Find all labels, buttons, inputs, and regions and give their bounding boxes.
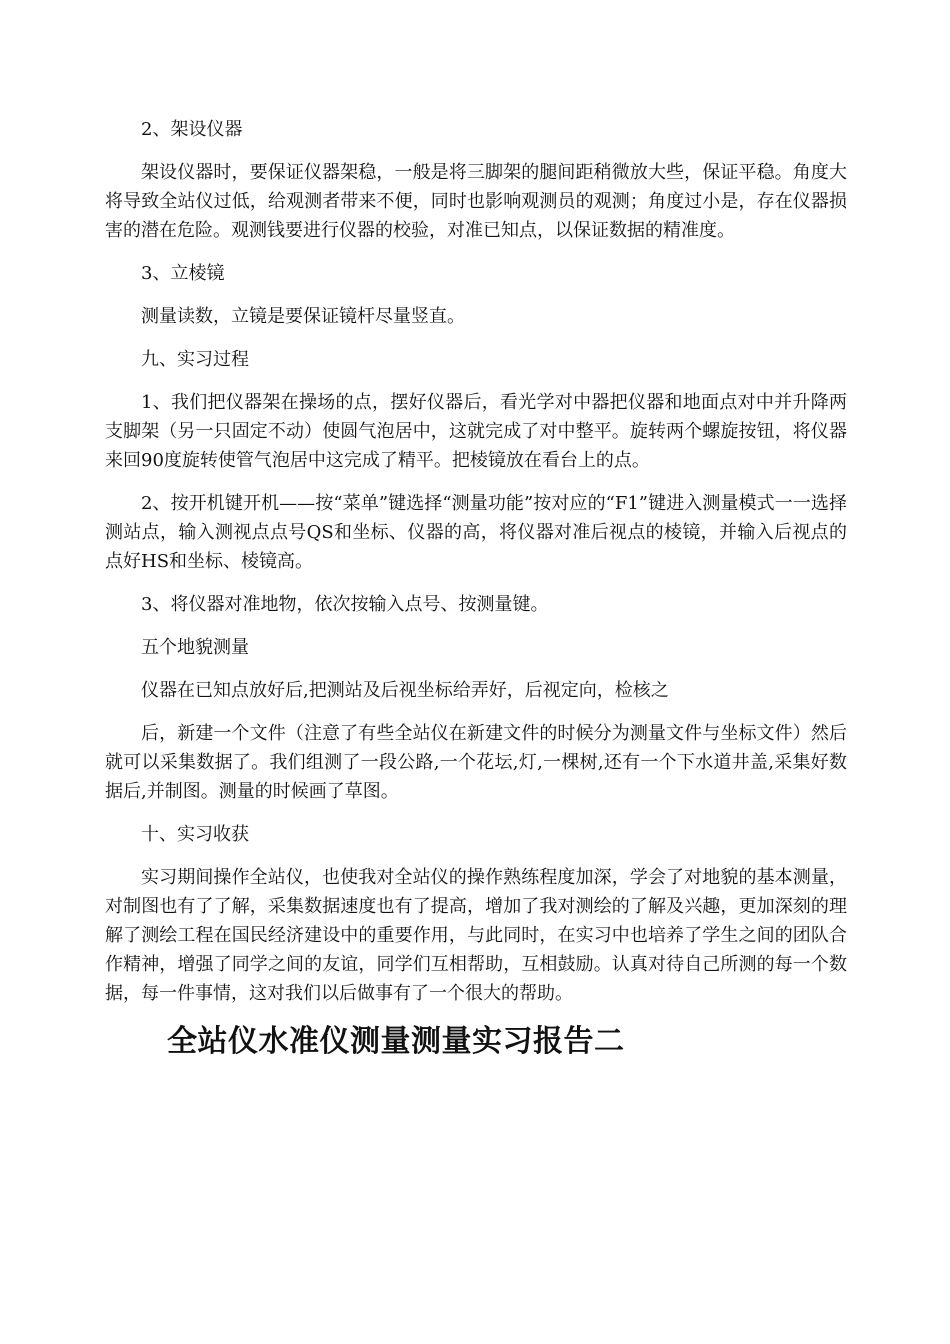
subheading-prism: 3、立棱镜 bbox=[141, 263, 225, 284]
paragraph-landform-detail: 后，新建一个文件（注意了有些全站仪在新建文件的时候分为测量文件与坐标文件）然后就可以采集数据了。我们组测了一段公路,一个花坛,灯,一棵树,还有一个下水道井盖,采集好数据后,并制图。测量的时候画了草图。 bbox=[105, 723, 847, 802]
heading-practice-process: 九、实习过程 bbox=[141, 349, 249, 370]
paragraph-process-step-3: 3、将仪器对准地物，依次按输入点号、按测量键。 bbox=[141, 594, 549, 615]
paragraph-process-step-1: 1、我们把仪器架在操场的点，摆好仪器后，看光学对中器把仪器和地面点对中并升降两支脚架（另一只固定不动）使圆气泡居中，这就完成了对中整平。旋转两个螺旋按钮，将仪器来回90度旋转使管气泡居中这完成了精平。把棱镜放在看台上的点。 bbox=[105, 392, 847, 471]
paragraph-practice-gains: 实习期间操作全站仪，也使我对全站仪的操作熟练程度加深，学会了对地貌的基本测量，对制图也有了了解，采集数据速度也有了提高，增加了我对测绘的了解及兴趣，更加深刻的理解了测绘工程在国民经济建设中的重要作用，与此同时，在实习中也培养了学生之间的团队合作精神，增强了同学之间的友谊，同学们互相帮助，互相鼓励。认真对待自己所测的每一个数据，每一件事情，这对我们以后做事有了一个很大的帮助。 bbox=[105, 867, 847, 1004]
paragraph-landform-intro: 仪器在已知点放好后,把测站及后视坐标给弄好，后视定向，检核之 bbox=[141, 680, 669, 701]
subheading-landform-survey: 五个地貌测量 bbox=[141, 637, 249, 658]
subheading-setup-instrument: 2、架设仪器 bbox=[141, 119, 243, 140]
paragraph-prism: 测量读数，立镜是要保证镜杆尽量竖直。 bbox=[141, 306, 465, 327]
paragraph-process-step-2: 2、按开机键开机——按“菜单”键选择“测量功能”按对应的“F1”键进入测量模式一一选择测站点，输入测视点点号QS和坐标、仪器的高，将仪器对准后视点的棱镜，并输入后视点的点好HS和坐标、棱镜高。 bbox=[105, 493, 847, 572]
document-body bbox=[105, 115, 847, 1062]
paragraph-setup-instrument: 架设仪器时，要保证仪器架稳，一般是将三脚架的腿间距稍微放大些，保证平稳。角度大将导致全站仪过低，给观测者带来不便，同时也影响观测员的观测；角度过小是，存在仪器损害的潜在危险。观测钱要进行仪器的校验，对准已知点，以保证数据的精准度。 bbox=[105, 162, 847, 241]
section-title: 全站仪水准仪测量测量实习报告二 bbox=[167, 1024, 625, 1059]
heading-practice-gains: 十、实习收获 bbox=[141, 824, 249, 845]
